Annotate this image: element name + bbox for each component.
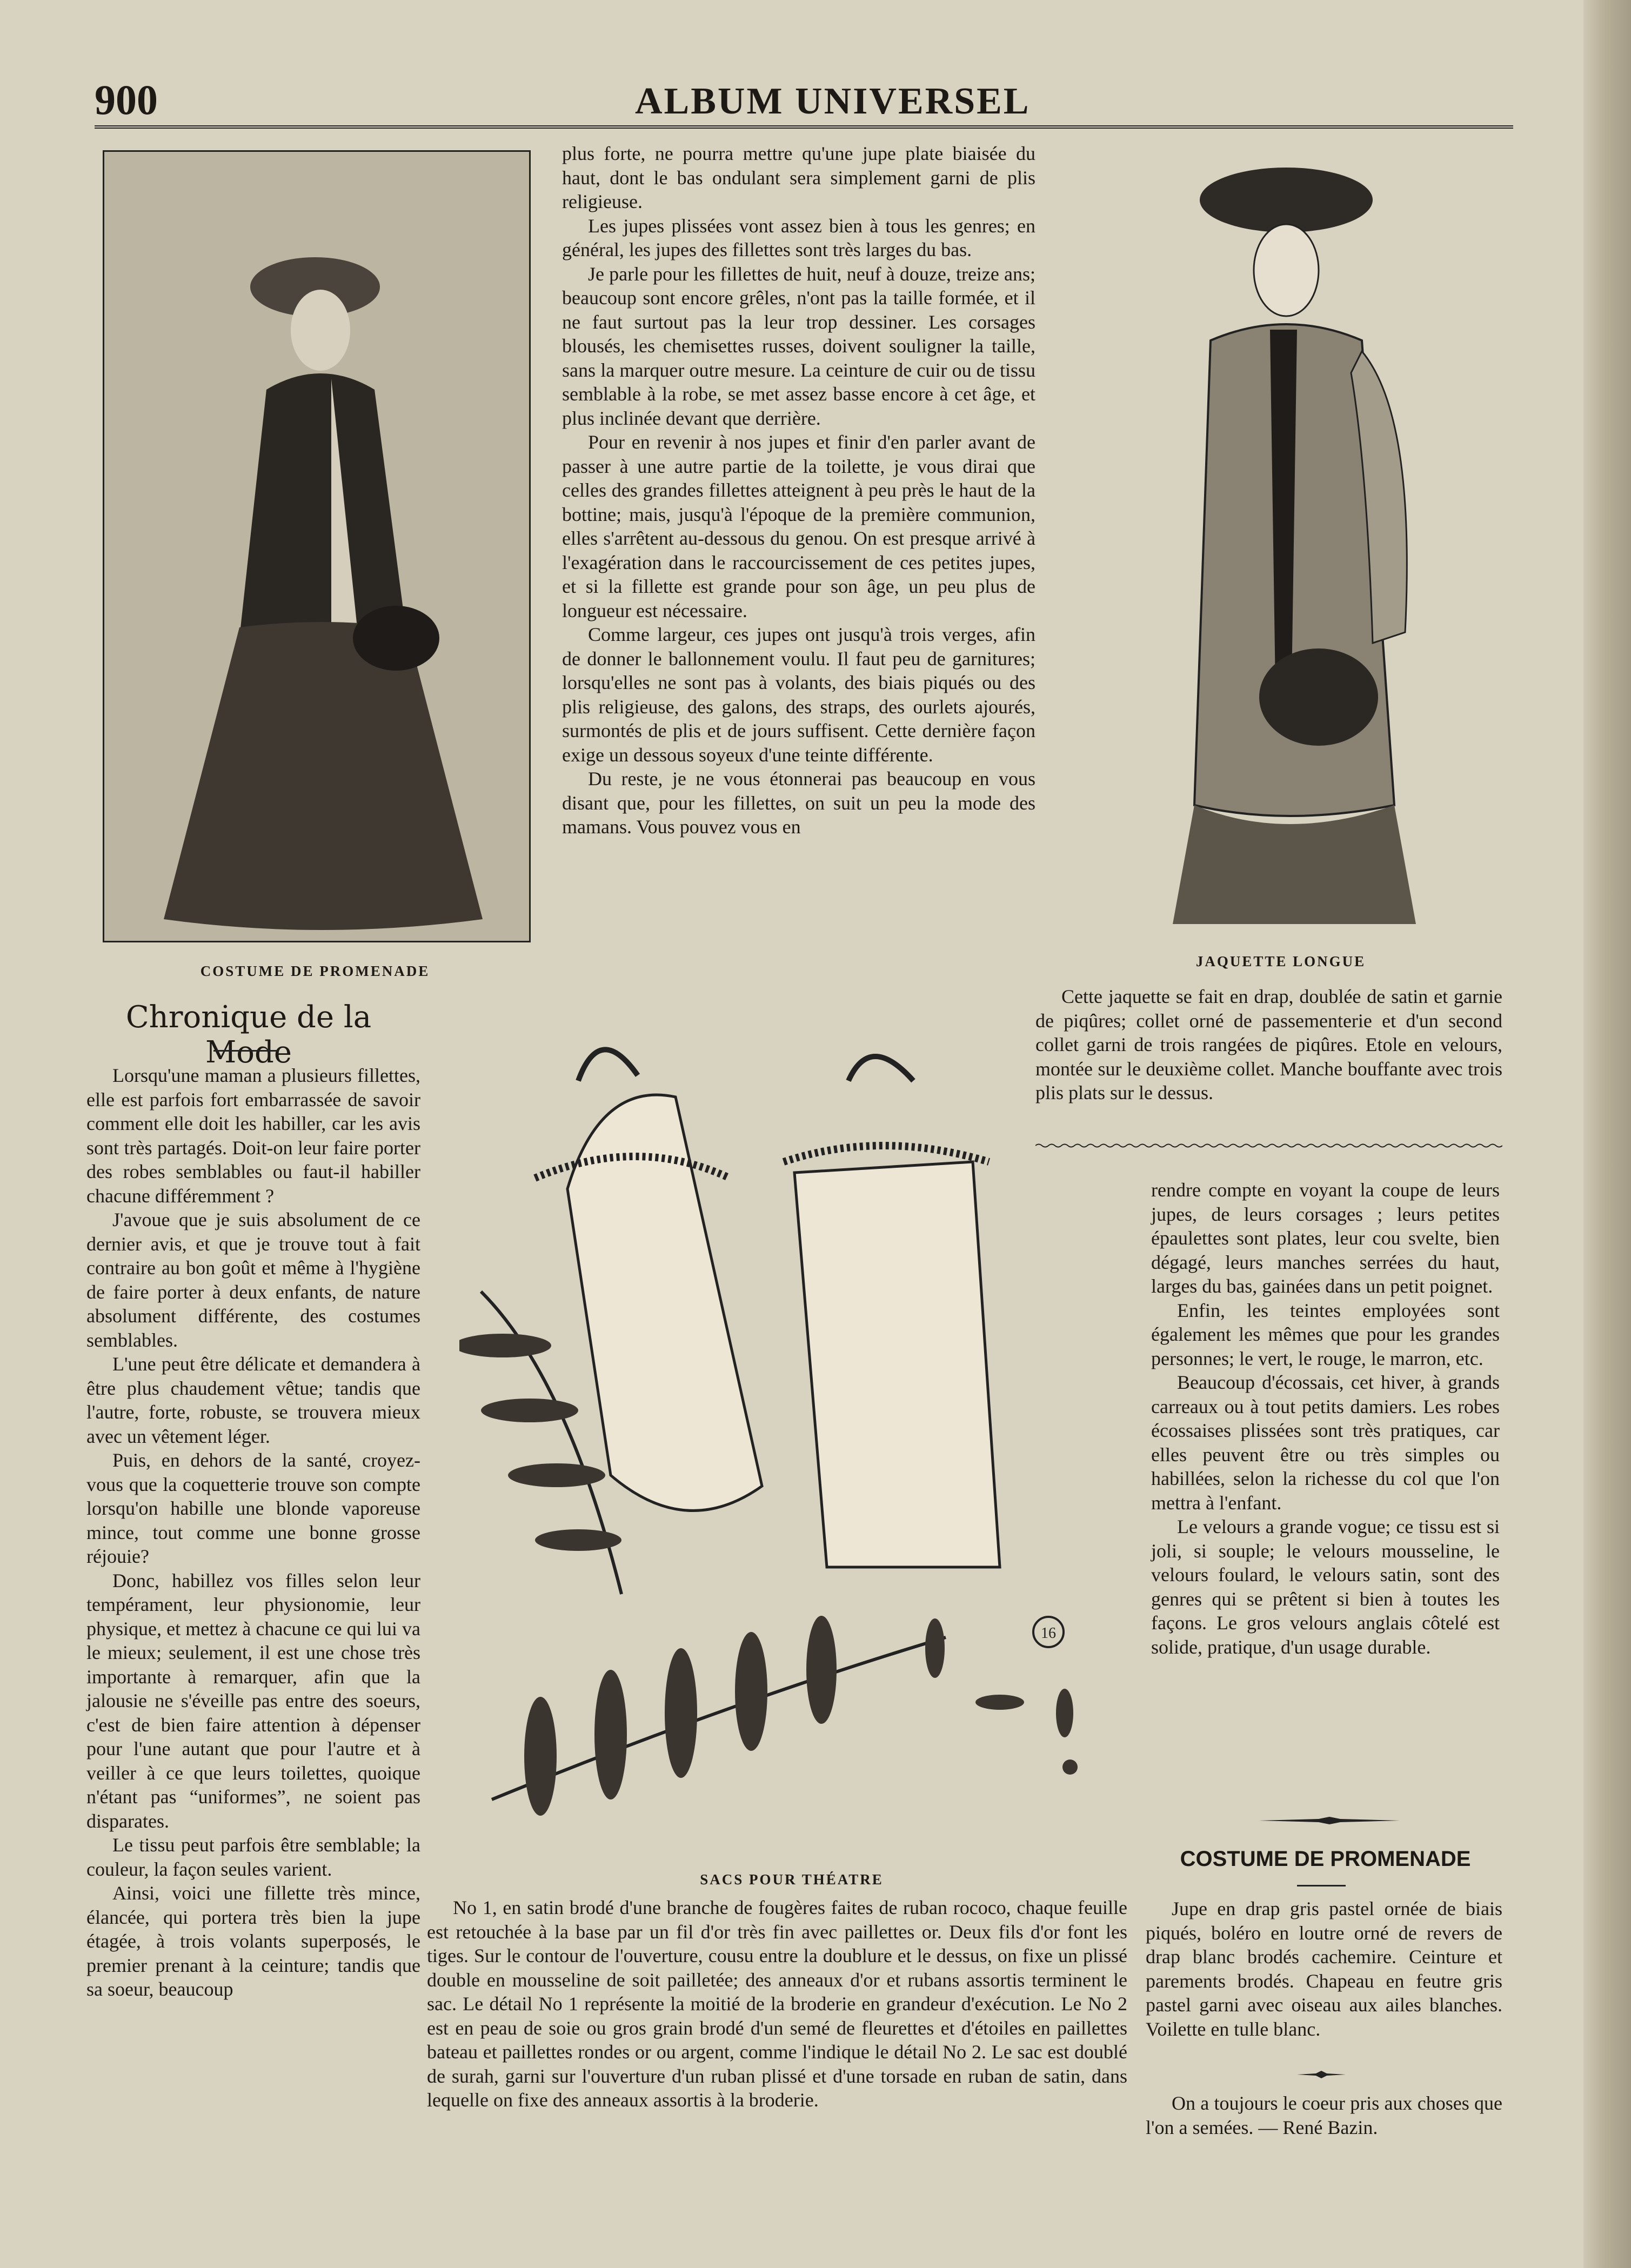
chronique-title-rule [213, 1050, 278, 1052]
right-column [1151, 1178, 1500, 1659]
chronique-paragraph: Lorsqu'une maman a plusieurs fillettes, elle est parfois fort embarrassée de savoir comment elle doit les habiller, car les avis sont très partagés. Doit-on leur faire porter des robes semblables ou faut-il habiller chacune différemment ? [86, 1065, 420, 1207]
long-jacket-figure [1113, 146, 1448, 929]
small-ornament [1297, 2071, 1346, 2078]
chronique-paragraph: J'avoue que je suis absolument de ce dernier avis, et que je trouve tout à fait contraire au bon goût et même à l'hygiène de faire porter à deux enfants, de nature absolument différente, des costumes semblables. [86, 1209, 420, 1351]
wavy-divider [1035, 1143, 1502, 1148]
costume-title-rule [1297, 1885, 1346, 1886]
quote-text: On a toujours le coeur pris aux choses que l'on a semées. — René Bazin. [1146, 2092, 1502, 2138]
theatre-bags-engraving [459, 1000, 1124, 1864]
right-paragraph: Le velours a grande vogue; ce tissu est si joli, si souple; le velours mousseline, le velours foulard, le velours satin, sont des genres qui se prêtent si bien à toutes les façons. Le gros velours anglais côtelé est solide, pratique, d'un usage durable. [1151, 1516, 1500, 1658]
left-caption: COSTUME DE PROMENADE [200, 963, 430, 979]
page-number: 900 [95, 76, 158, 123]
sacs-description [427, 1896, 1127, 2112]
detail-mark: 16 [1041, 1625, 1056, 1642]
middle-paragraph: Je parle pour les fillettes de huit, neuf à douze, treize ans; beaucoup sont encore grêles, n'ont pas la taille formée, et il ne faut surtout pas la leur trop dessiner. Les corsages blousés, les chemisettes russes, doivent souligner la taille, sans la marquer outre mesure. La ceinture de cuir ou de tissu semblable à la robe, se met assez basse encore à cet âge, et plus inclinée devant que derrière. [562, 263, 1035, 429]
page-header [95, 76, 1516, 124]
chronique-paragraph: Le tissu peut parfois être semblable; la couleur, la façon seules varient. [86, 1834, 420, 1880]
theatre-bags-figure [459, 1000, 1124, 1864]
right-paragraph: rendre compte en voyant la coupe de leurs jupes, de leurs corsages ; leurs petites épaulettes sont plates, leur cou svelte, bien dégagé, leurs manches serrées du haut, larges du bas, gainées dans un petit poignet. [1151, 1179, 1500, 1297]
middle-paragraph: plus forte, ne pourra mettre qu'une jupe plate biaisée du haut, dont le bas ondulant sera simplement garni de plis religieuse. [562, 143, 1035, 212]
ornament-divider [1259, 1817, 1400, 1824]
middle-paragraph: Pour en revenir à nos jupes et finir d'en parler avant de passer à une autre partie de la toilette, je vous dirai que celles des grandes fillettes atteignent à peu près le haut de la bottine; mais, jusqu'à l'époque de la première communion, elles s'arrêtent au-dessous du genou. On est presque arrivé à l'exagération dans le raccourcissement de ces petites jupes, et si la fillette est grande pour son âge, un peu plus de longueur est nécessaire. [562, 431, 1035, 621]
jaquette-paragraph: Cette jaquette se fait en drap, doublée de satin et garnie de piqûres; collet orné de passementerie et d'un second collet garni de trois rangées de piqûres. Etole en velours, montée sur le deuxième collet. Manche bouffante avec trois plis plats sur le dessus. [1035, 986, 1502, 1103]
costume-photo [103, 150, 531, 942]
middle-paragraph: Les jupes plissées vont assez bien à tous les genres; en général, les jupes des fillettes sont très larges du bas. [562, 215, 1035, 260]
masthead: ALBUM UNIVERSEL [635, 81, 1031, 122]
chronique-paragraph: Ainsi, voici une fillette très mince, élancée, qui portera très bien la jupe étagée, à trois volants superposés, le premier prenant à la ceinture; tandis que sa soeur, beaucoup [86, 1882, 420, 2000]
right-paragraph: Beaucoup d'écossais, cet hiver, à grands carreaux ou à tout petits damiers. Les robes écossaises plissées sont très pratiques, car elles peuvent être ou très simples ou habillées, selon la richesse du col que l'on mettra à l'enfant. [1151, 1371, 1500, 1514]
right-paragraph: Enfin, les teintes employées sont également les mêmes que pour les grandes personnes; le vert, le rouge, le marron, etc. [1151, 1299, 1500, 1369]
jaquette-description [1035, 985, 1502, 1105]
jaquette-engraving [1113, 146, 1448, 929]
right-caption: JAQUETTE LONGUE [1195, 953, 1366, 969]
middle-paragraph: Comme largeur, ces jupes ont jusqu'à trois verges, afin de donner le ballonnement voulu. Il faut peu de garnitures; lorsqu'elles ne sont pas à volants, des biais piqués ou des plis religieuse, des galons, des straps, des ourlets ajourés, surmontés de plis et de jours suffisent. Cette dernière façon exige un dessous soyeux d'une teinte différente. [562, 624, 1035, 766]
costume-title: COSTUME DE PROMENADE [1180, 1847, 1471, 1871]
walking-costume-figure [104, 152, 529, 941]
costume-description [1146, 1897, 1502, 2041]
costume-paragraph: Jupe en drap gris pastel ornée de biais piqués, boléro en loutre orné de revers de drap blanc brodés cachemire. Ceinture et parements brodés. Chapeau en feutre gris pastel garni avec oiseau aux ailes blanches. Voilette en tulle blanc. [1146, 1898, 1502, 2040]
quote-block [1146, 2091, 1502, 2139]
page-fold-edge [1583, 0, 1631, 2268]
sacs-paragraph: No 1, en satin brodé d'une branche de fougères faites de ruban rococo, chaque feuille est retouchée à la base par un fil d'or très fin avec paillettes or. Deux fils d'or font les tiges. Sur le contour de l'ouverture, cousu entre la doublure et le dessus, on fixe un plissé double en mousseline de soit pailletée; des anneaux d'or et rubans assortis terminent le sac. Le détail No 1 représente la moitié de la broderie en grandeur d'exécution. Le No 2 est en peau de soie ou gros grain brodé d'un semé de fleurettes et d'étoiles en paillettes bateau et paillettes rondes or ou argent, comme l'indique le détail No 2. Le sac est doublé de surah, garni sur l'ouverture d'un ruban plissé et d'une torsade en ruban de satin, dans lequelle on fixe des anneaux assortis à la broderie. [427, 1897, 1127, 2111]
chronique-column [86, 1063, 420, 2002]
middle-column [562, 142, 1035, 839]
chronique-paragraph: Puis, en dehors de la santé, croyez-vous que la coquetterie trouve son compte lorsqu'on habille une blonde vaporeuse mince, tout comme une bonne grosse réjouie? [86, 1449, 420, 1567]
center-caption: SACS POUR THÉATRE [700, 1871, 884, 1888]
middle-paragraph: Du reste, je ne vous étonnerai pas beaucoup en vous disant que, pour les fillettes, on suit un peu la mode des mamans. Vous pouvez vous en [562, 768, 1035, 838]
chronique-paragraph: L'une peut être délicate et demandera à être plus chaudement vêtue; tandis que l'autre, forte, robuste, se trouvera mieux avec un vêtement léger. [86, 1353, 420, 1447]
chronique-title: Chronique de la Mode [125, 1000, 372, 1070]
header-rule [95, 125, 1513, 129]
chronique-paragraph: Donc, habillez vos filles selon leur tempérament, leur physionomie, leur physique, et mettez à chacune ce qui lui va le mieux; seulement, il est une chose très importante à remarquer, afin que la jalousie ne s'éveille pas entre des soeurs, c'est de bien faire attention à dépenser pour l'une autant que pour l'autre et à veiller à ce que leurs toilettes, quoique n'étant pas “uniformes”, ne soient pas disparates. [86, 1569, 420, 1832]
